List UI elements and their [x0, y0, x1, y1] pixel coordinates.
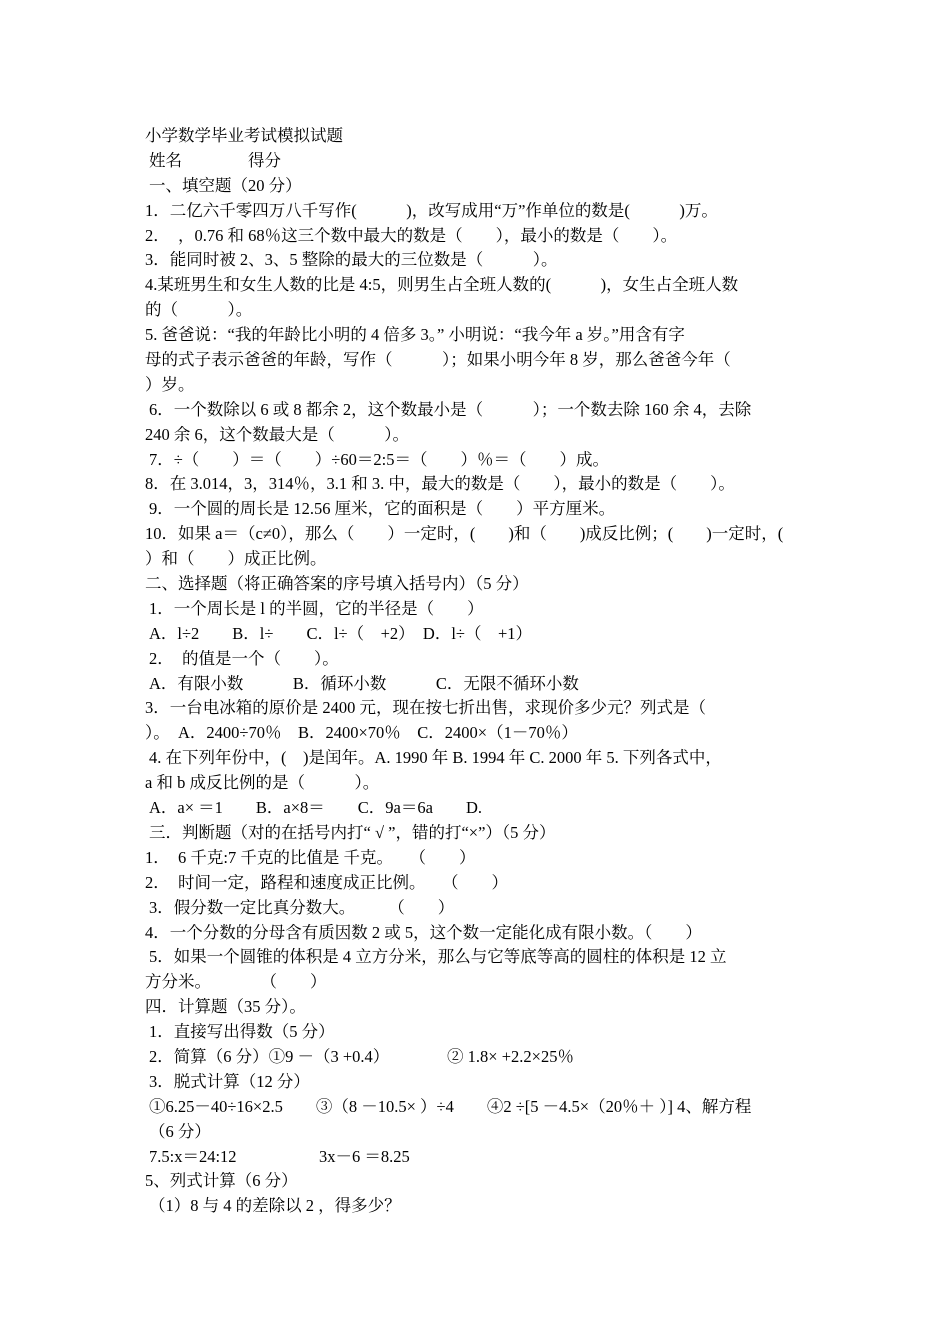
question-line: 10．如果 a＝（c≠0），那么（ ）一定时，( )和（ )成反比例；( )一定时，( [145, 524, 784, 544]
question-line: 1．直接写出得数（5 分） [149, 1022, 335, 1042]
question-line: 母的式子表示爸爸的年龄，写作（ ）；如果小明今年 8 岁，那么爸爸今年（ [145, 350, 731, 370]
question-line: A．l÷2 B．l÷ C．l÷（ +2） D．l÷（ +1） [149, 623, 533, 643]
question-line: ）。 A．2400÷70％ B．2400×70％ C．2400×（1－70％） [145, 723, 578, 743]
question-line: 2． ，0.76 和 68％这三个数中最大的数是（ ），最小的数是（ ）。 [145, 225, 678, 245]
question-line: 1．二亿六千零四万八千写作( )，改写成用“万”作单位的数是( )万。 [145, 200, 718, 220]
question-line: 240 余 6，这个数最大是（ ）。 [145, 424, 409, 444]
question-line: 2． 时间一定，路程和速度成正比例。 （ ） [145, 872, 508, 892]
question-line: 3．假分数一定比真分数大。 （ ） [149, 897, 455, 917]
question-line: 5、列式计算（6 分） [145, 1171, 298, 1191]
question-line: 5．如果一个圆锥的体积是 4 立方分米，那么与它等底等高的圆柱的体积是 12 立 [149, 947, 727, 967]
exam-document [145, 124, 825, 1219]
question-line: 3．能同时被 2、3、5 整除的最大的三位数是（ ）。 [145, 250, 558, 270]
question-line: A．有限小数 B．循环小数 C．无限不循环小数 [149, 673, 579, 693]
question-line: 4. 在下列年份中，( )是闰年。A. 1990 年 B. 1994 年 C. 2000 年 5. 下列各式中， [149, 748, 722, 768]
question-line: 1． 6 千克:7 千克的比值是 千克。 （ ） [145, 847, 476, 867]
question-line: ①6.25－40÷16×2.5 ③（8 －10.5× ）÷4 ④2 ÷[5 －4.5×（20％＋ ）] 4、解方程 [149, 1096, 752, 1116]
section-multiple-choice-heading: 二、选择题（将正确答案的序号填入括号内）（5 分） [145, 574, 529, 594]
question-line: 5. 爸爸说：“我的年龄比小明的 4 倍多 3。” 小明说：“我今年 a 岁。”用含有字 [145, 325, 685, 345]
question-line: ）岁。 [145, 374, 195, 394]
question-line: 4.某班男生和女生人数的比是 4:5，则男生占全班人数的( )，女生占全班人数 [145, 275, 739, 295]
question-line: 4．一个分数的分母含有质因数 2 或 5，这个数一定能化成有限小数。（ ） [145, 922, 702, 942]
exam-title: 小学数学毕业考试模拟试题 [145, 126, 343, 145]
question-line: 7.5:x＝24:12 3x－6 ＝8.25 [149, 1146, 410, 1166]
question-line: （6 分） [149, 1121, 211, 1141]
question-line: 1．一个周长是 l 的半圆，它的半径是（ ） [149, 598, 484, 618]
question-line: 8．在 3.014，3，314％，3.1 和 3. 中，最大的数是（ ），最小的数是（ ）。 [145, 474, 735, 494]
question-line: A．a× ＝1 B．a×8＝ C．9a＝6a D. [149, 798, 482, 818]
section-true-false-heading: 三．判断题（对的在括号内打“ √ ”，错的打“×”）（5 分） [149, 822, 556, 842]
name-score-header: 姓名 得分 [149, 150, 281, 170]
question-line: 7．÷（ ）＝（ ）÷60＝2:5＝（ ）％＝（ ）成。 [149, 449, 609, 469]
question-line: 2．简算（6 分）①9 －（3 +0.4） ② 1.8× +2.2×25％ [149, 1046, 574, 1066]
question-line: 的（ ）。 [145, 300, 253, 320]
question-line: 2． 的值是一个（ ）。 [149, 648, 339, 668]
question-line: ）和（ ）成正比例。 [145, 549, 327, 569]
question-line: 9．一个圆的周长是 12.56 厘米，它的面积是（ ）平方厘米。 [149, 499, 616, 519]
question-line: 3．一台电冰箱的原价是 2400 元，现在按七折出售，求现价多少元？列式是（ [145, 698, 706, 718]
question-line: 方分米。 （ ） [145, 972, 327, 992]
question-line: a 和 b 成反比例的是（ ）。 [145, 773, 380, 793]
question-line: （1）8 与 4 的差除以 2 ，得多少？ [149, 1196, 401, 1216]
question-line: 6．一个数除以 6 或 8 都余 2，这个数最小是（ ）；一个数去除 160 余 4，去除 [149, 399, 752, 419]
question-line: 3．脱式计算（12 分） [149, 1071, 310, 1091]
section-calculation-heading: 四．计算题（35 分）。 [145, 997, 306, 1017]
section-fill-blank-heading: 一、填空题（20 分） [149, 175, 302, 195]
